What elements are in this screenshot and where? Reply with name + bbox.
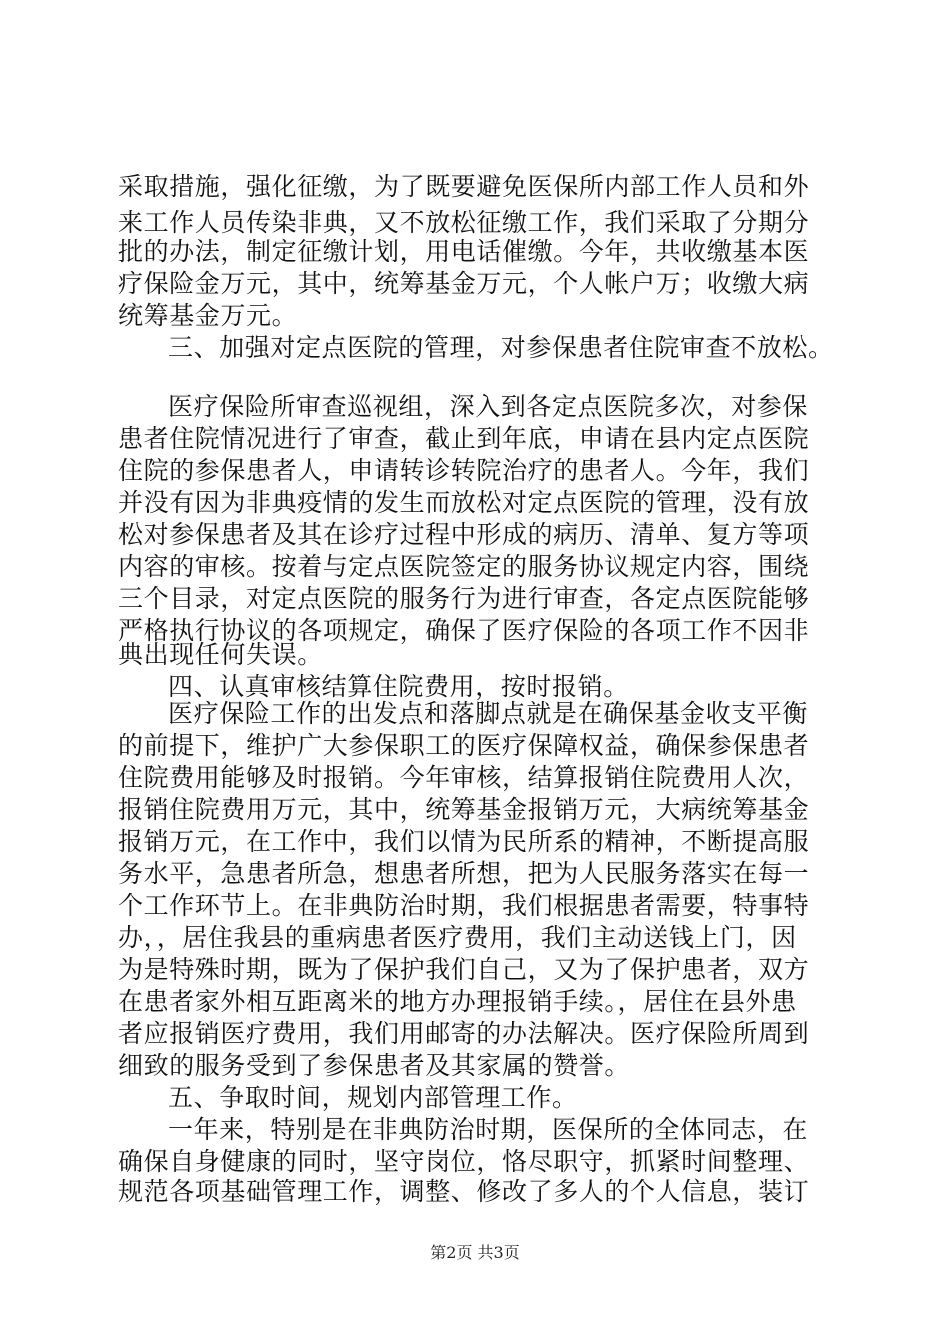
section-heading: 四、认真审核结算住院费用，按时报销。 — [168, 672, 629, 701]
text-line: 医疗保险工作的出发点和落脚点就是在确保基金收支平衡 — [168, 699, 809, 728]
text-line: 批的办法，制定征缴计划，用电话催缴。今年，共收缴基本医 — [118, 237, 810, 266]
text-line: 务水平，急患者所急，想患者所想，把为人民服务落实在每一 — [118, 859, 810, 888]
section-heading: 五、争取时间，规划内部管理工作。 — [168, 1083, 578, 1112]
text-line: 典出现任何失误。 — [118, 640, 323, 669]
text-line: 来工作人员传染非典，又不放松征缴工作，我们采取了分期分 — [118, 208, 810, 237]
text-line: 一年来，特别是在非典防治时期，医保所的全体同志，在 — [168, 1115, 809, 1144]
text-line: 规范各项基础管理工作，调整、修改了多人的个人信息，装订 — [118, 1177, 810, 1206]
text-line: 患者住院情况进行了审查，截止到年底，申请在县内定点医院 — [118, 424, 810, 453]
text-line: 者应报销医疗费用，我们用邮寄的办法解决。医疗保险所周到 — [118, 1019, 810, 1048]
text-line: 报销万元，在工作中，我们以情为民所系的精神，不断提高服 — [118, 827, 810, 856]
text-line: 三个目录，对定点医院的服务行为进行审查，各定点医院能够 — [118, 584, 810, 613]
text-line: 的前提下，维护广大参保职工的医疗保障权益，确保参保患者 — [118, 731, 810, 760]
text-line: 住院的参保患者人，申请转诊转院治疗的患者人。今年，我们 — [118, 456, 810, 485]
text-line: 疗保险金万元，其中，统筹基金万元，个人帐户万；收缴大病 — [118, 269, 810, 298]
section-heading: 三、加强对定点医院的管理，对参保患者住院审查不放松。 — [168, 333, 834, 362]
page-number-footer: 第2页 共3页 — [430, 1243, 520, 1262]
text-line: 严格执行协议的各项规定，确保了医疗保险的各项工作不因非 — [118, 616, 810, 645]
text-line: 细致的服务受到了参保患者及其家属的赞誉。 — [118, 1051, 631, 1080]
text-line: 办，，居住我县的重病患者医疗费用，我们主动送钱上门，因 — [118, 923, 797, 952]
text-line: 采取措施，强化征缴，为了既要避免医保所内部工作人员和外 — [118, 172, 810, 201]
text-line: 报销住院费用万元，其中，统筹基金报销万元，大病统筹基金 — [118, 795, 810, 824]
text-line: 为是特殊时期，既为了保护我们自己，又为了保护患者，双方 — [118, 955, 810, 984]
text-line: 并没有因为非典疫情的发生而放松对定点医院的管理，没有放 — [118, 488, 810, 517]
text-line: 在患者家外相互距离米的地方办理报销手续。，居住在县外患 — [118, 987, 797, 1016]
text-line: 松对参保患者及其在诊疗过程中形成的病历、清单、复方等项 — [118, 520, 810, 549]
text-line: 统筹基金万元。 — [118, 301, 298, 330]
text-line: 个工作环节上。在非典防治时期，我们根据患者需要，特事特 — [118, 891, 810, 920]
text-line: 医疗保险所审查巡视组，深入到各定点医院多次，对参保 — [168, 392, 809, 421]
text-line: 内容的审核。按着与定点医院签定的服务协议规定内容，围绕 — [118, 552, 810, 581]
text-line: 确保自身健康的同时，坚守岗位，恪尽职守，抓紧时间整理、 — [118, 1147, 810, 1176]
text-line: 住院费用能够及时报销。今年审核，结算报销住院费用人次， — [118, 763, 810, 792]
